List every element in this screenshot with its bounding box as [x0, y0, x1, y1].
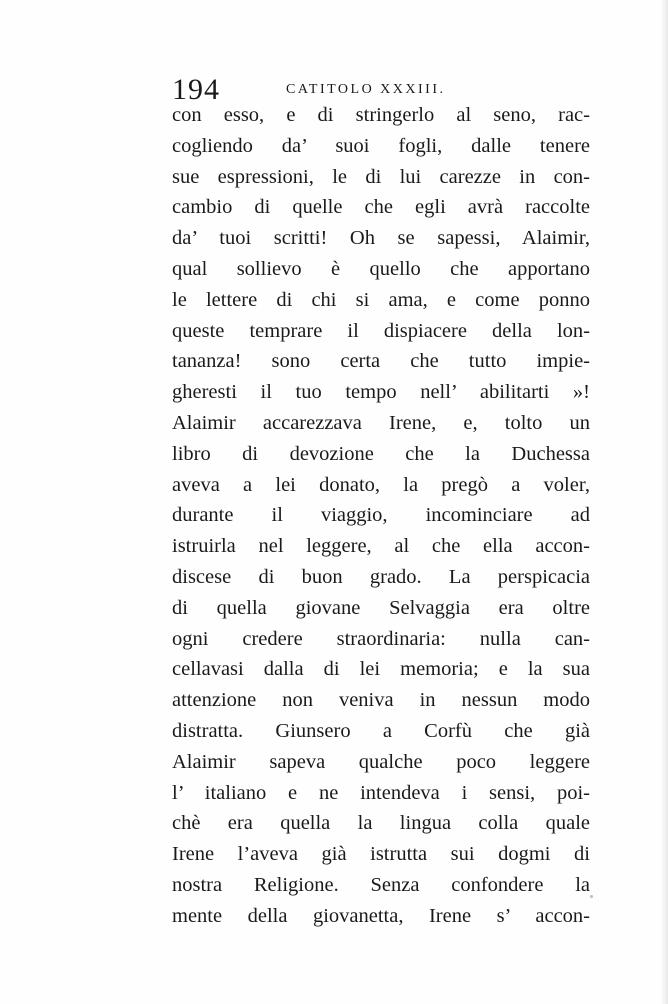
text-line: di quella giovane Selvaggia era oltre: [172, 596, 590, 619]
paper-speck: [590, 895, 593, 898]
text-line: cellavasi dalla di lei memoria; e la sua: [172, 658, 590, 681]
text-line: le lettere di chi si ama, e come ponno: [172, 288, 590, 311]
text-line: libro di devozione che la Duchessa: [172, 442, 590, 465]
text-line: Irene l’aveva già istrutta sui dogmi di: [172, 843, 590, 866]
text-line: durante il viaggio, incominciare ad: [172, 504, 590, 527]
page-edge-shadow: [660, 0, 668, 1004]
text-line: da’ tuoi scritti! Oh se sapessi, Alaimir,: [172, 227, 590, 250]
text-line: qual sollievo è quello che apportano: [172, 257, 590, 280]
text-line: Alaimir accarezzava Irene, e, tolto un: [172, 411, 590, 434]
text-line: tananza! sono certa che tutto impie-: [172, 350, 590, 373]
text-line: queste temprare il dispiacere della lon-: [172, 319, 590, 342]
text-line: mente della giovanetta, Irene s’ accon-: [172, 904, 590, 927]
text-line: ogni credere straordinaria: nulla can-: [172, 627, 590, 650]
text-line: gheresti il tuo tempo nell’ abilitarti »!: [172, 381, 590, 404]
text-line: attenzione non veniva in nessun modo: [172, 689, 590, 712]
text-line: cambio di quelle che egli avrà raccolte: [172, 196, 590, 219]
text-line: Alaimir sapeva qualche poco leggere: [172, 750, 590, 773]
text-line: chè era quella la lingua colla quale: [172, 812, 590, 835]
text-line: l’ italiano e ne intendeva i sensi, poi-: [172, 781, 590, 804]
text-line: cogliendo da’ suoi fogli, dalle tenere: [172, 134, 590, 157]
text-line: aveva a lei donato, la pregò a voler,: [172, 473, 590, 496]
text-line: nostra Religione. Senza confondere la: [172, 873, 590, 896]
text-line: discese di buon grado. La perspicacia: [172, 565, 590, 588]
text-line: distratta. Giunsero a Corfù che già: [172, 719, 590, 742]
body-text: [172, 100, 590, 932]
text-line: con esso, e di stringerlo al seno, rac-: [172, 104, 590, 126]
text-line: sue espressioni, le di lui carezze in con-: [172, 165, 590, 188]
page-number: 194: [172, 73, 220, 106]
text-line: istruirla nel leggere, al che ella accon-: [172, 535, 590, 558]
running-head: CATITOLO XXXIII.: [286, 82, 446, 97]
